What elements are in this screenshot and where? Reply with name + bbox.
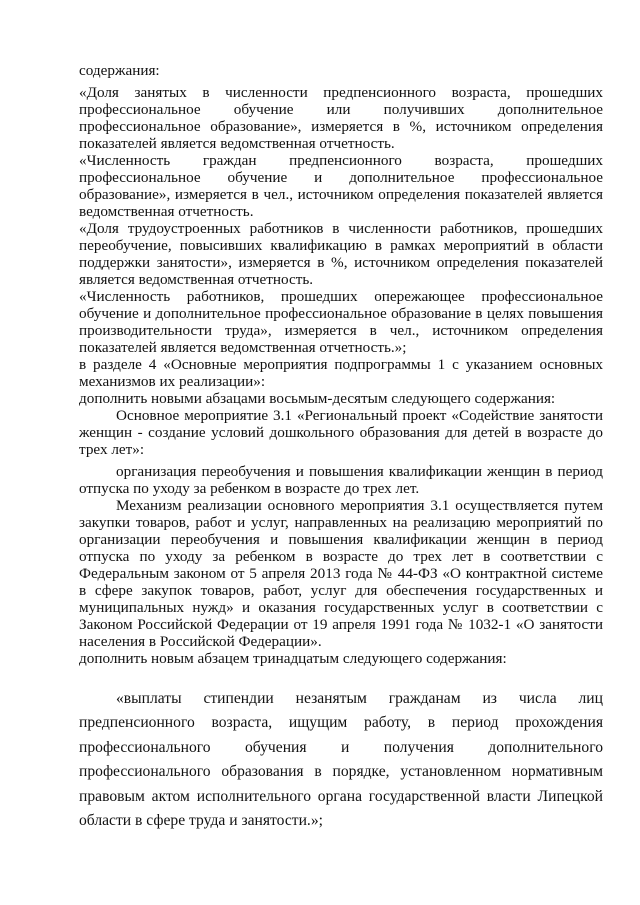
text-line: образование», измеряется в чел., источником определения показателей является [79,186,603,203]
text-line: Механизм реализации основного мероприятия 3.1 осуществляется путем [116,497,603,514]
text-line: «выплаты стипендии незанятым гражданам из числа лиц [116,690,603,707]
text-line: закупки товаров, работ и услуг, направленных на реализацию мероприятий по [79,514,603,531]
text-line: содержания: [79,62,160,79]
text-line: женщин - создание условий дошкольного образования для детей в возрасте до [79,424,603,441]
text-line: производительности труда», измеряется в чел., источником определения [79,322,603,339]
text-line: механизмов их реализации»: [79,373,266,390]
text-line: организации переобучения и повышения квалификации женщин в период [79,531,603,548]
text-line: отпуска по уходу за ребенком в возрасте до трех лет в соответствии с [79,548,603,565]
text-line: переобучение, повысивших квалификацию в рамках мероприятий в области [79,237,603,254]
text-line: профессионального образования в порядке, установленном нормативным [79,763,603,780]
text-line: является ведомственная отчетность. [79,271,314,288]
text-line: Основное мероприятие 3.1 «Региональный проект «Содействие занятости [116,407,603,424]
text-line: «Численность граждан предпенсионного возраста, прошедших [79,152,603,169]
text-line: профессиональное образование», измеряется в %, источником определения [79,118,603,135]
text-line: ведомственная отчетность. [79,203,254,220]
text-line: муниципальных нужд» и оказания государственных услуг в соответствии с [79,599,603,616]
text-line: дополнить новым абзацем тринадцатым следующего содержания: [79,650,507,667]
text-line: правовым актом исполнительного органа государственной власти Липецкой [79,788,603,805]
text-line: профессионального обучения и получения дополнительного [79,739,603,756]
text-line: области в сфере труда и занятости.»; [79,812,323,829]
text-line: Федеральным законом от 5 апреля 2013 года № 44-ФЗ «О контрактной системе [79,565,603,582]
text-line: поддержки занятости», измеряется в %, источником определения показателей [79,254,603,271]
text-line: в разделе 4 «Основные мероприятия подпрограммы 1 с указанием основных [79,356,603,373]
text-line: показателей является ведомственная отчетность.»; [79,339,407,356]
text-line: отпуска по уходу за ребенком в возрасте до трех лет. [79,480,420,497]
text-line: предпенсионного возраста, ищущим работу, в период прохождения [79,714,603,731]
text-line: в сфере закупок товаров, работ, услуг для обеспечения государственных и [79,582,603,599]
text-line: показателей является ведомственная отчетность. [79,135,395,152]
text-line: «Численность работников, прошедших опережающее профессиональное [79,288,603,305]
text-line: профессиональное обучение и дополнительное профессиональное [79,169,603,186]
text-line: трех лет»: [79,441,145,458]
text-line: населения в Российской Федерации». [79,633,322,650]
text-line: организация переобучения и повышения квалификации женщин в период [116,463,603,480]
text-line: обучение и дополнительное профессиональное образование в целях повышения [79,305,603,322]
text-line: Законом Российской Федерации от 19 апреля 1991 года № 1032-1 «О занятости [79,616,603,633]
text-line: профессиональное обучение или получивших дополнительное [79,101,603,118]
text-line: «Доля занятых в численности предпенсионного возраста, прошедших [79,84,603,101]
text-line: «Доля трудоустроенных работников в численности работников, прошедших [79,220,603,237]
text-line: дополнить новыми абзацами восьмым-десятым следующего содержания: [79,390,556,407]
